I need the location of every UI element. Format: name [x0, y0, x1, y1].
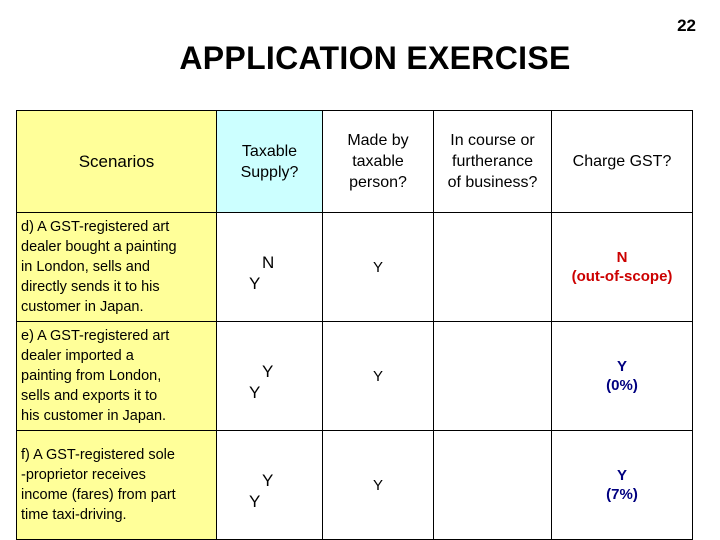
exercise-table — [16, 110, 693, 540]
charge-answer: Y — [616, 467, 627, 484]
header-line: furtherance — [452, 153, 533, 170]
scenario-line: in London, sells and — [21, 259, 150, 275]
made-by-cell: Y — [323, 322, 434, 431]
header-line: of business? — [447, 174, 538, 191]
charge-note: (0%) — [606, 377, 638, 394]
header-scenarios: Scenarios — [17, 111, 217, 213]
scenario-cell — [17, 213, 217, 322]
table-row — [17, 213, 693, 322]
scenario-line: time taxi-driving. — [21, 507, 127, 523]
header-in-furtherance — [434, 111, 552, 213]
slide-title: APPLICATION EXERCISE — [179, 40, 571, 76]
taxable-answer-a: Y — [262, 362, 274, 381]
scenario-cell — [17, 431, 217, 540]
header-line: Supply? — [240, 163, 299, 181]
header-taxable-supply — [217, 111, 323, 213]
made-by-cell: Y — [323, 431, 434, 540]
scenario-line: sells and exports it to — [21, 388, 158, 404]
taxable-answer-b: Y — [249, 383, 261, 402]
taxable-answer-b: Y — [249, 274, 261, 293]
charge-note: (out-of-scope) — [571, 268, 673, 285]
scenario-line: directly sends it to his — [21, 279, 160, 295]
table-row — [17, 431, 693, 540]
made-by-cell: Y — [323, 213, 434, 322]
scenario-line: dealer imported a — [21, 348, 134, 364]
header-line: person? — [349, 174, 407, 191]
furtherance-cell — [434, 322, 552, 431]
header-line: Taxable — [241, 142, 298, 160]
scenario-line: dealer bought a painting — [21, 239, 177, 255]
furtherance-cell — [434, 431, 552, 540]
header-line: Made by — [347, 132, 409, 149]
scenario-line: e) A GST-registered art — [21, 328, 170, 344]
charge-gst-cell — [552, 322, 693, 431]
furtherance-cell — [434, 213, 552, 322]
scenario-line: -proprietor receives — [21, 467, 146, 483]
taxable-answer-a: N — [262, 253, 275, 272]
charge-answer: Y — [616, 358, 627, 375]
charge-gst-cell — [552, 431, 693, 540]
header-made-by-taxable-person — [323, 111, 434, 213]
table-header-row — [17, 111, 693, 213]
charge-answer: N — [616, 249, 628, 266]
scenario-line: customer in Japan. — [21, 299, 144, 315]
scenario-line: his customer in Japan. — [21, 408, 167, 424]
scenario-line: income (fares) from part — [21, 487, 176, 503]
header-line: taxable — [352, 153, 404, 170]
header-charge-gst: Charge GST? — [552, 111, 693, 213]
charge-note: (7%) — [606, 486, 638, 503]
taxable-answer-a: Y — [262, 471, 274, 490]
header-line: In course or — [450, 132, 535, 149]
taxable-supply-cell — [217, 213, 323, 322]
taxable-answer-b: Y — [249, 492, 261, 511]
slide-number: 22 — [677, 16, 696, 35]
scenario-line: d) A GST-registered art — [21, 219, 170, 235]
taxable-supply-cell — [217, 431, 323, 540]
charge-gst-cell — [552, 213, 693, 322]
scenario-cell — [17, 322, 217, 431]
scenario-line: f) A GST-registered sole — [21, 447, 175, 463]
table-row — [17, 322, 693, 431]
scenario-line: painting from London, — [21, 368, 162, 384]
taxable-supply-cell — [217, 322, 323, 431]
